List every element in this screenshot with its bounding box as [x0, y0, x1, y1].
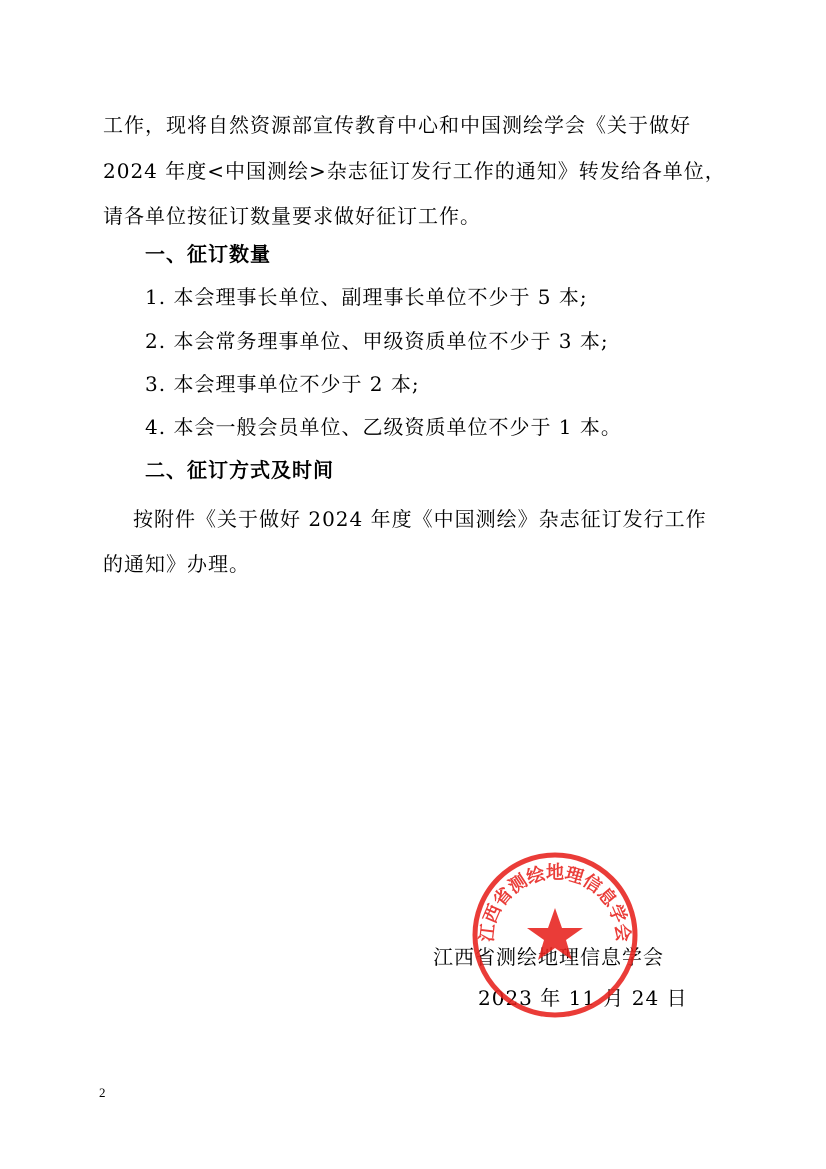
- section-2-heading: 二、征订方式及时间: [145, 458, 334, 482]
- seal-star-icon: [527, 908, 583, 960]
- signature-organization: 江西省测绘地理信息学会: [433, 945, 664, 969]
- page-number: 2: [99, 1085, 106, 1100]
- signature-date: 2023 年 11 月 24 日: [478, 986, 688, 1010]
- intro-line-3: 请各单位按征订数量要求做好征订工作。: [103, 204, 481, 228]
- quota-item-1: 1. 本会理事长单位、副理事长单位不少于 5 本;: [145, 285, 588, 309]
- intro-line-1: 工作，现将自然资源部宣传教育中心和中国测绘学会《关于做好: [103, 113, 691, 137]
- section-1-heading: 一、征订数量: [145, 242, 271, 266]
- seal-text-path: 江西省测绘地理信息学会: [476, 862, 634, 943]
- section-2-line-2: 的通知》办理。: [103, 552, 250, 576]
- section-2-line-1: 按附件《关于做好 2024 年度《中国测绘》杂志征订发行工作: [133, 507, 707, 531]
- quota-item-4: 4. 本会一般会员单位、乙级资质单位不少于 1 本。: [145, 415, 622, 439]
- quota-item-2: 2. 本会常务理事单位、甲级资质单位不少于 3 本;: [145, 329, 609, 353]
- quota-item-3: 3. 本会理事单位不少于 2 本;: [145, 372, 420, 396]
- official-seal-stamp: [470, 850, 640, 1020]
- intro-line-2: 2024 年度<中国测绘>杂志征订发行工作的通知》转发给各单位，: [103, 159, 726, 183]
